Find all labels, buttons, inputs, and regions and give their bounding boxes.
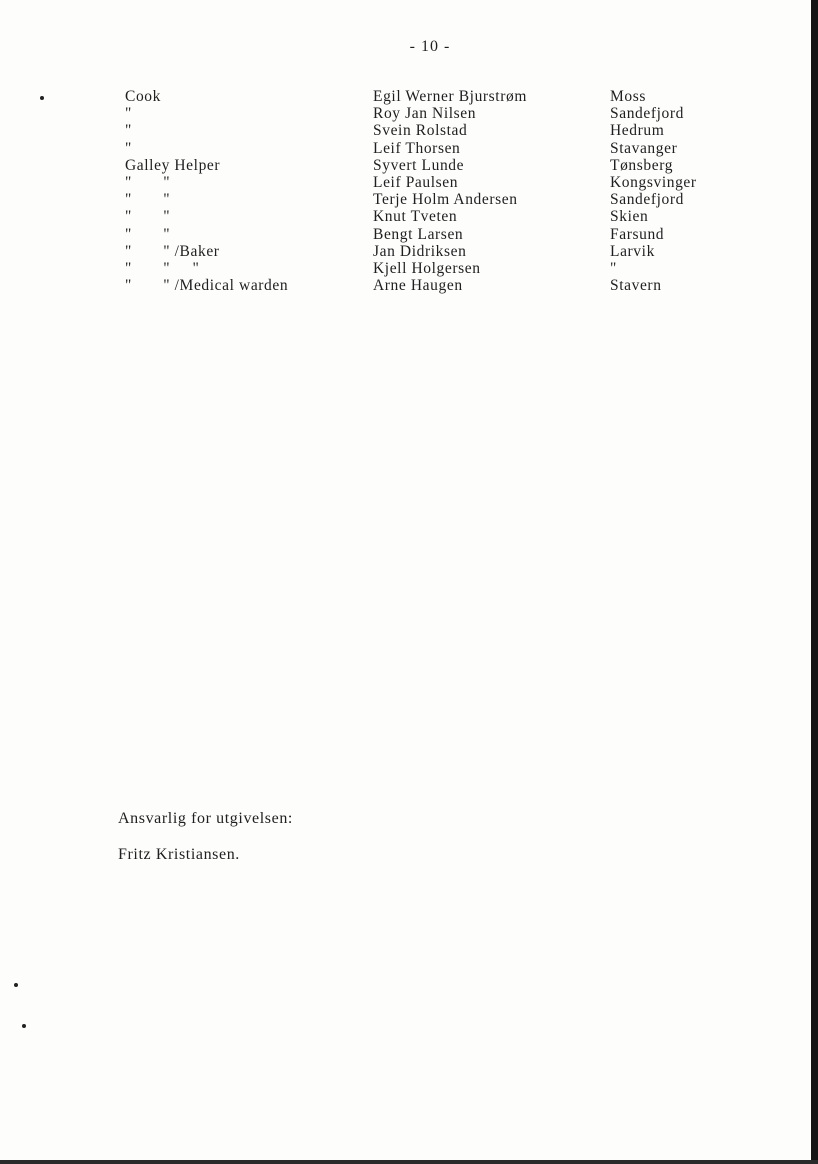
crew-list: [0, 88, 818, 294]
crew-role: " ": [125, 191, 171, 209]
crew-place: Skien: [610, 208, 649, 226]
crew-row: [0, 122, 818, 139]
crew-role: Galley Helper: [125, 156, 221, 174]
crew-place: Sandefjord: [610, 105, 685, 123]
crew-name: Roy Jan Nilsen: [373, 105, 477, 123]
crew-name: Arne Haugen: [373, 277, 463, 295]
crew-place: Farsund: [610, 225, 665, 243]
crew-role: " " /Medical warden: [125, 277, 289, 295]
crew-name: Jan Didriksen: [373, 242, 467, 260]
crew-role: " " ": [125, 259, 200, 277]
crew-name: Bengt Larsen: [373, 225, 464, 243]
crew-row: [0, 157, 818, 174]
crew-name: Svein Rolstad: [373, 122, 468, 140]
crew-row: [0, 243, 818, 260]
crew-row: [0, 191, 818, 208]
responsible-name: Fritz Kristiansen.: [118, 846, 240, 863]
crew-row: [0, 140, 818, 157]
crew-place: Stavanger: [610, 139, 678, 157]
crew-name: Syvert Lunde: [373, 156, 465, 174]
crew-role: ": [125, 105, 132, 123]
crew-place: Kongsvinger: [610, 173, 697, 191]
crew-place: Moss: [610, 88, 646, 105]
crew-place: Tønsberg: [610, 156, 674, 174]
crew-row: [0, 105, 818, 122]
crew-place: Sandefjord: [610, 191, 685, 209]
scan-edge-bottom: [0, 1160, 818, 1164]
crew-name: Egil Werner Bjurstrøm: [373, 88, 527, 105]
scan-speck: [22, 1024, 26, 1028]
scan-speck: [14, 983, 18, 987]
crew-role: ": [125, 139, 132, 157]
crew-role: ": [125, 122, 132, 140]
crew-role: " ": [125, 208, 171, 226]
crew-name: Leif Thorsen: [373, 139, 461, 157]
page-number: - 10 -: [409, 38, 451, 55]
crew-role: " " /Baker: [125, 242, 220, 260]
crew-name: Kjell Holgersen: [373, 259, 481, 277]
crew-place: Hedrum: [610, 122, 665, 140]
crew-place: ": [610, 259, 617, 277]
crew-row: [0, 226, 818, 243]
crew-place: Stavern: [610, 277, 662, 295]
crew-name: Knut Tveten: [373, 208, 458, 226]
crew-row: [0, 174, 818, 191]
crew-name: Terje Holm Andersen: [373, 191, 518, 209]
crew-row: [0, 260, 818, 277]
crew-role: " ": [125, 225, 171, 243]
crew-row: [0, 277, 818, 294]
crew-place: Larvik: [610, 242, 655, 260]
crew-row: [0, 208, 818, 225]
crew-role: " ": [125, 173, 171, 191]
crew-role: Cook: [125, 88, 161, 105]
crew-name: Leif Paulsen: [373, 173, 459, 191]
responsible-label: Ansvarlig for utgivelsen:: [118, 810, 293, 827]
crew-row: [0, 88, 818, 105]
